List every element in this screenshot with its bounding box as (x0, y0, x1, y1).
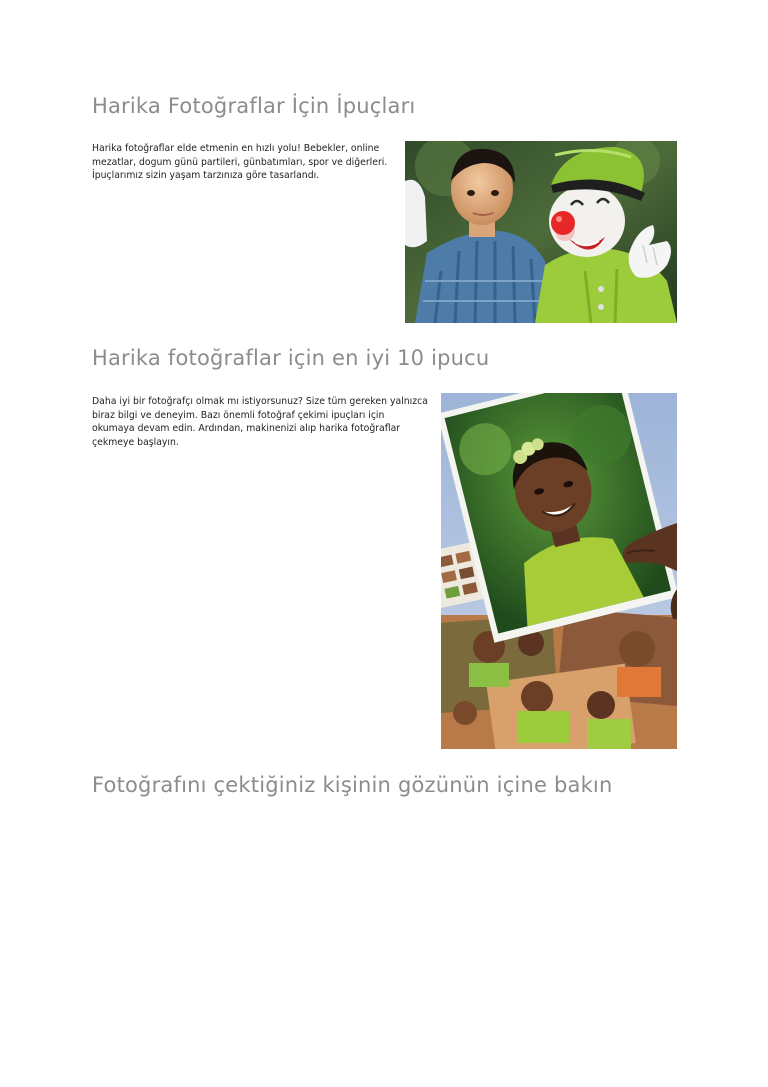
section-1-paragraph: Harika fotoğraflar elde etmenin en hızlı yolu! Bebekler, online mezatlar, dogum günü partileri, günbatımları, spor ve diğerleri. İpuçlarımız sizin yaşam tarzınıza göre tasarlandı. (92, 143, 388, 182)
section-3-heading: Fotoğrafını çektiğiniz kişinin gözünün içine bakın (92, 773, 613, 797)
girl-portrait-prints-photo (441, 393, 677, 749)
section-2-heading: Harika fotoğraflar için en iyi 10 ipucu (92, 346, 490, 370)
section-1-heading: Harika Fotoğraflar İçin İpuçları (92, 94, 416, 118)
section-2-paragraph: Daha iyi bir fotoğrafçı olmak mı istiyorsunuz? Size tüm gereken yalnızca biraz bilgi ve deneyim. Bazı önemli fotoğraf çekimi ipuçları için okumaya devam edin. Ardından, makinenizi alıp harika fotoğraflar çekmeye başlayın. (92, 396, 428, 448)
boy-and-clown-photo (405, 141, 677, 323)
